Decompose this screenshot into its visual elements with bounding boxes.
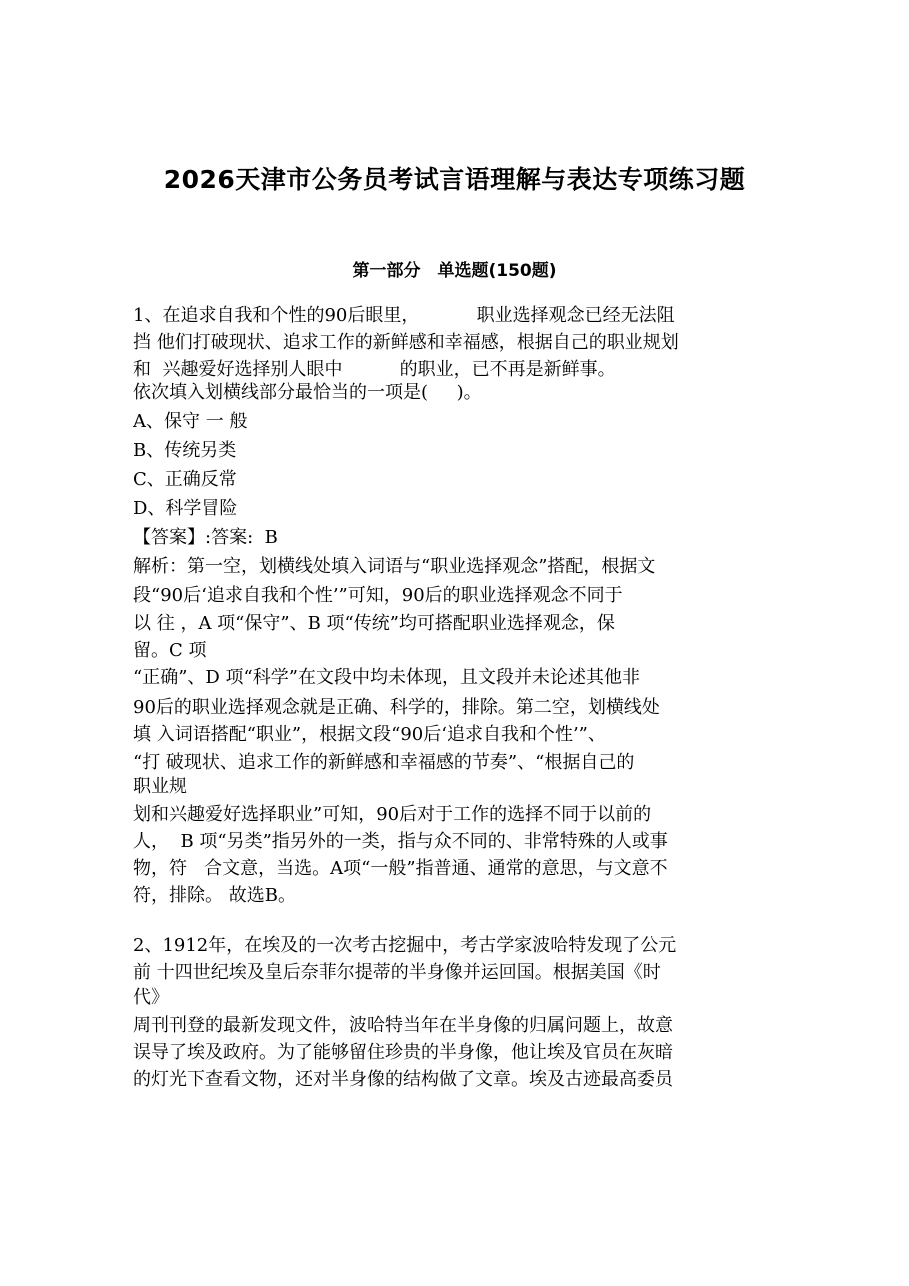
q1-option-c: C、正确反常 <box>133 469 237 490</box>
q1-analysis-line: “正确”、D 项“科学”在文段中均未体现，且文段并未论述其他非 <box>133 667 640 688</box>
q2-stem-line: 代》 <box>133 987 169 1008</box>
q1-analysis-line: 90后的职业选择观念就是正确、科学的，排除。第二空，划横线处 <box>133 697 660 718</box>
q1-analysis-line: 段“90后‘追求自我和个性’”可知，90后的职业选择观念不同于 <box>133 585 623 606</box>
q2-stem-line: 周刊刊登的最新发现文件，波哈特当年在半身像的归属问题上，故意 <box>133 1015 673 1036</box>
q1-analysis-line: 留。C 项 <box>133 640 207 661</box>
section-heading: 第一部分 单选题(150题) <box>352 261 557 281</box>
q1-analysis-line: “打 破现状、追求工作的新鲜感和幸福感的节奏”、“根据自己的 <box>133 752 635 773</box>
q1-option-a: A、保守 一 般 <box>133 411 248 432</box>
q2-stem-line: 的灯光下查看文物，还对半身像的结构做了文章。埃及古迹最高委员 <box>133 1069 673 1090</box>
q1-analysis-line: 解析：第一空，划横线处填入词语与“职业选择观念”搭配，根据文 <box>133 556 656 577</box>
document-title: 2026天津市公务员考试言语理解与表达专项练习题 <box>163 165 746 194</box>
q1-analysis-line: 人， B 项“另类”指另外的一类，指与众不同的、非常特殊的人或事 <box>133 831 668 852</box>
q1-option-d: D、科学冒险 <box>133 498 238 519</box>
q1-analysis-line: 符，排除。 故选B。 <box>133 885 296 906</box>
q1-analysis-line: 物，符 合文意，当选。A项“一般”指普通、通常的意思，与文意不 <box>133 858 668 879</box>
q1-stem-line: 和 兴趣爱好选择别人眼中 的职业，已不再是新鲜事。 <box>133 359 616 380</box>
q1-stem-line: 1、在追求自我和个性的90后眼里， 职业选择观念已经无法阻 <box>133 305 675 326</box>
q1-analysis-line: 填 入词语搭配“职业”，根据文段“90后‘追求自我和个性’”、 <box>133 724 606 745</box>
q2-stem-line: 误导了埃及政府。为了能够留住珍贵的半身像，他让埃及官员在灰暗 <box>133 1042 673 1063</box>
q1-stem-line: 依次填入划横线部分最恰当的一项是( )。 <box>133 382 482 403</box>
q1-analysis-line: 划和兴趣爱好选择职业”可知，90后对于工作的选择不同于以前的 <box>133 804 652 825</box>
q1-stem-line: 挡 他们打破现状、追求工作的新鲜感和幸福感，根据自己的职业规划 <box>133 332 679 353</box>
q1-analysis-line: 职业规 <box>133 776 187 797</box>
q1-analysis-line: 以 往 ，A 项“保守”、B 项“传统”均可搭配职业选择观念，保 <box>133 613 615 634</box>
q2-stem-line: 前 十四世纪埃及皇后奈菲尔提蒂的半身像并运回国。根据美国《时 <box>133 962 661 983</box>
q1-answer: 【答案】:答案: B <box>133 527 278 548</box>
q2-stem-line: 2、1912年，在埃及的一次考古挖掘中，考古学家波哈特发现了公元 <box>133 935 677 956</box>
q1-option-b: B、传统另类 <box>133 440 237 461</box>
